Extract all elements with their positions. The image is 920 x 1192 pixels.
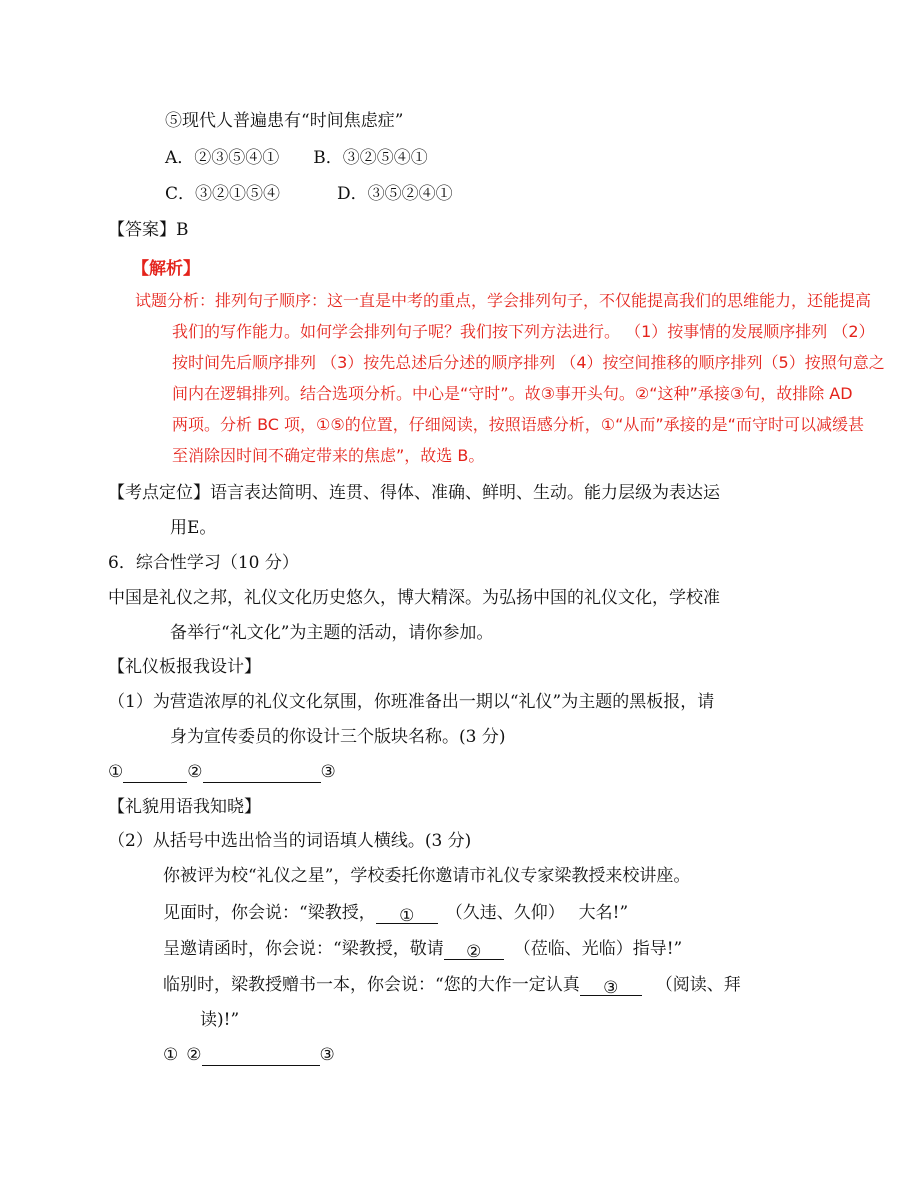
q1-answer-blanks [108, 761, 336, 783]
answer [108, 219, 189, 241]
q1-line-2: 身为宣传委员的你设计三个版块名称。(3 分) [170, 727, 506, 747]
q2-context: 你被评为校“礼仪之星”，学校委托你邀请市礼仪专家梁教授来校讲座。 [163, 866, 691, 886]
q2-s3-prefix: 临别时，梁教授赠书一本，你会说：“您的大作一定认真 [163, 975, 580, 995]
q2-sentence-3-cont: 读)!” [200, 1010, 240, 1030]
q2-answer-blanks [163, 1044, 335, 1066]
q2-blank-2[interactable] [202, 1047, 320, 1066]
section-2-title: 【礼貌用语我知晓】 [108, 797, 261, 817]
q2-sentence-1 [163, 902, 628, 924]
q2-s3-suffix: （阅读、拜 [655, 975, 741, 995]
analysis-line-1: 试题分析：排列句子顺序：这一直是中考的重点，学会排列句子，不仅能提高我们的思维能力，还能提高 [135, 291, 872, 310]
q2-s2-blank[interactable] [444, 941, 504, 960]
q1-line-1: （1）为营造浓厚的礼仪文化氛围，你班准备出一期以“礼仪”为主题的黑板报，请 [108, 692, 715, 712]
q1-blank-3-marker: ③ [320, 762, 336, 782]
question-6-title: 6．综合性学习（10 分） [108, 553, 299, 573]
q2-sentence-3 [163, 974, 741, 996]
analysis-label: 【解析】 [132, 259, 200, 279]
q2-s2-prefix: 呈邀请函时，你会说：“梁教授，敬请 [163, 939, 444, 959]
kaodian-line-2: 用E。 [170, 518, 217, 538]
option-c: C．③②①⑤④ [165, 184, 281, 204]
q2-s2-marker: ② [466, 942, 482, 962]
analysis-line-2: 我们的写作能力。如何学会排列句子呢？我们按下列方法进行。 （1）按事情的发展顺序排列 （2） [172, 322, 875, 341]
q2-blank-1-marker: ① [163, 1045, 179, 1065]
q1-blank-1-marker: ① [108, 762, 124, 782]
analysis-line-6: 至消除因时间不确定带来的焦虑”，故选 B。 [172, 446, 485, 465]
options-a-b: A．②③⑤④① B．③②⑤④① [165, 148, 428, 168]
q2-s1-marker: ① [399, 906, 415, 926]
section-1-title: 【礼仪板报我设计】 [108, 657, 261, 677]
q2-s1-blank[interactable] [376, 905, 438, 924]
option-item-5: ⑤现代人普遍患有“时间焦虑症” [165, 111, 404, 131]
q1-blank-2[interactable] [203, 764, 321, 783]
question-6-intro-1: 中国是礼仪之邦，礼仪文化历史悠久，博大精深。为弘扬中国的礼仪文化，学校准 [108, 588, 720, 608]
q2-s1-prefix: 见面时，你会说：“梁教授， [163, 903, 376, 923]
kaodian-line-1: 【考点定位】语言表达简明、连贯、得体、准确、鲜明、生动。能力层级为表达运 [108, 483, 720, 503]
q2-s3-blank[interactable] [580, 977, 642, 996]
analysis-line-4: 间内在逻辑排列。结合选项分析。中心是“守时”。故③事开头句。②“这种”承接③句，故排除 AD [172, 384, 853, 403]
analysis-line-3: 按时间先后顺序排列 （3）按先总述后分述的顺序排列 （4）按空间推移的顺序排列（5）按照句意之 [172, 353, 885, 372]
answer-label: 【答案】 [108, 220, 176, 240]
q2-blank-2-marker: ② [186, 1045, 202, 1065]
q1-blank-1[interactable] [123, 764, 187, 783]
q2-s3-marker: ③ [603, 978, 619, 998]
q2-sentence-2 [163, 938, 682, 960]
q2-blank-3-marker: ③ [319, 1045, 335, 1065]
q2-line-1: （2）从括号中选出恰当的词语填人横线。(3 分) [108, 831, 472, 851]
analysis-line-5: 两项。分析 BC 项，①⑤的位置，仔细阅读，按照语感分析，①“从而”承接的是“而守时可以减缓甚 [172, 415, 864, 434]
question-6-intro-2: 备举行“礼文化”为主题的活动，请你参加。 [170, 623, 494, 643]
q1-blank-2-marker: ② [187, 762, 203, 782]
option-d: D．③⑤②④① [337, 184, 453, 204]
q2-s1-suffix: （久违、久仰） 大名!” [445, 903, 629, 923]
answer-value: B [176, 220, 189, 240]
q2-s2-suffix: （莅临、光临）指导!” [513, 939, 683, 959]
